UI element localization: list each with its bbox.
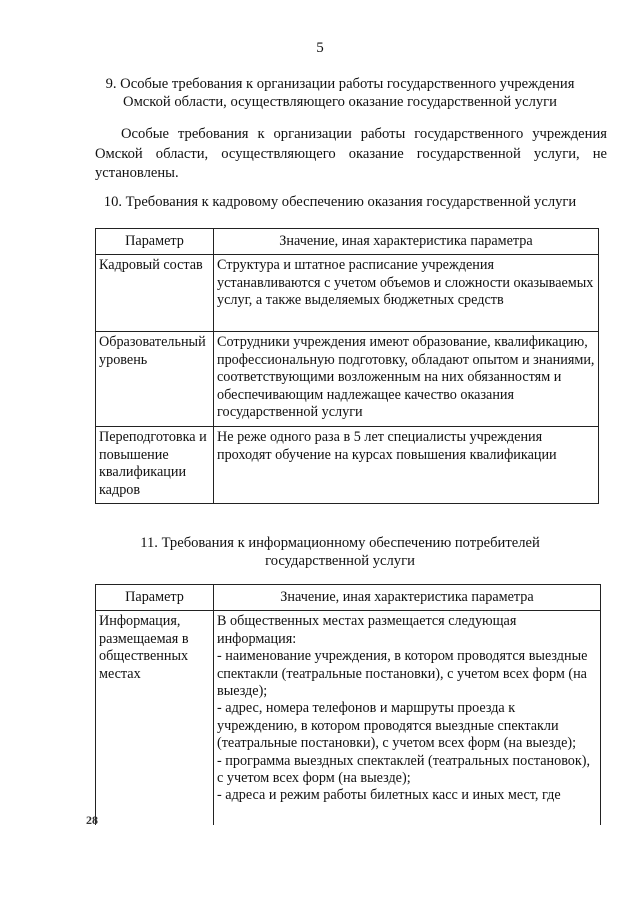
param-cell: Информация, размещаемая в общественных местах [96, 611, 214, 826]
param-cell: Переподготовка и повышение квалификации кадров [96, 427, 214, 504]
page-number: 5 [316, 40, 324, 56]
section-10-heading: 10. Требования к кадровому обеспечению оказания государственной услуги [103, 194, 577, 210]
table-row [96, 255, 599, 332]
section-9-heading-line-1: 9. Особые требования к организации работы государственного учреждения [105, 76, 575, 92]
value-line: - адреса и режим работы билетных касс и иных мест, где [217, 787, 561, 804]
value-cell: Структура и штатное расписание учреждения устанавливаются с учетом объемов и сложности оказываемых услуг, а также выделяемых бюджетных средств [214, 255, 599, 332]
param-cell: Кадровый состав [96, 255, 214, 332]
section-9-paragraph: Особые требования к организации работы государственного учреждения Омской области, осуществляющего оказание государственной услуги, не установлены. [95, 126, 607, 181]
value-line: - наименование учреждения, в котором проводятся выездные спектакли (театральные постановки), с учетом всех форм (на выезде); [217, 648, 588, 700]
table-row [96, 611, 601, 826]
value-cell [214, 611, 601, 826]
param-cell: Образовательный уровень [96, 332, 214, 427]
value-line: - адрес, номера телефонов и маршруты проезда к учреждению, в котором проводятся выездные спектакли (театральные постановки), с учетом всех форм (на выезде); [217, 700, 577, 752]
table-row [96, 427, 599, 504]
header-value: Значение, иная характеристика параметра [214, 229, 599, 255]
section-11-heading [70, 534, 610, 570]
value-line: В общественных местах размещается следующая информация: [217, 613, 517, 647]
value-line: - программа выездных спектаклей (театральных постановок), с учетом всех форм (на выезде); [217, 752, 591, 787]
section-11-heading-line-2: государственной услуги [265, 553, 415, 569]
information-requirements-table [95, 584, 601, 825]
table-row [96, 332, 599, 427]
header-parameter: Параметр [96, 585, 214, 611]
section-9-heading [70, 75, 610, 111]
table-header-row [96, 585, 601, 611]
table-header-row [96, 229, 599, 255]
value-cell: Сотрудники учреждения имеют образование, квалификацию, профессиональную подготовку, обладают опытом и знаниями, соответствующими возложенным на них обязанностям и обеспечивающим надлежащее качество оказания государственной услуги [214, 332, 599, 427]
header-parameter: Параметр [96, 229, 214, 255]
value-cell: Не реже одного раза в 5 лет специалисты учреждения проходят обучение на курсах повышения квалификации [214, 427, 599, 504]
staffing-requirements-table [95, 228, 599, 504]
section-9-heading-line-2: Омской области, осуществляющего оказание государственной услуги [123, 94, 557, 110]
section-11-heading-line-1: 11. Требования к информационному обеспечению потребителей [140, 535, 540, 551]
header-value: Значение, иная характеристика параметра [214, 585, 601, 611]
margin-mark: 28 [86, 813, 98, 827]
